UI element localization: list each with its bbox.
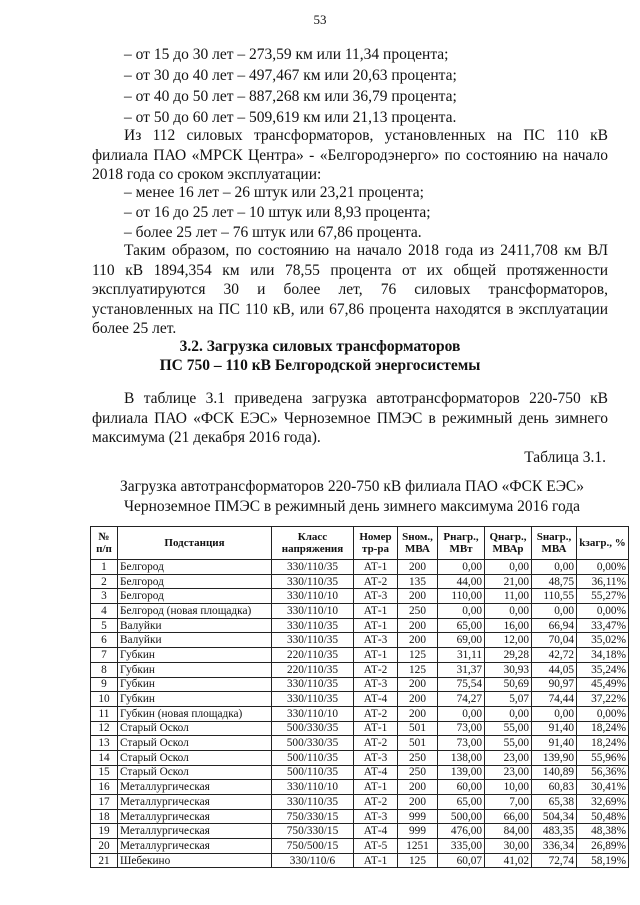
cell-substation: Старый Оскол (118, 721, 272, 736)
cell-s-load: 65,38 (532, 795, 577, 810)
cell-voltage-class: 330/110/35 (272, 677, 354, 692)
cell-q-load: 23,00 (485, 750, 532, 765)
cell-substation: Шебекино (118, 853, 272, 868)
table-row (91, 648, 629, 663)
cell-number: 13 (91, 736, 118, 751)
cell-unit-number: АТ-1 (354, 853, 398, 868)
cell-k-load: 18,24% (577, 721, 629, 736)
page-number: 53 (313, 12, 327, 27)
cell-p-load: 60,07 (438, 853, 485, 868)
cell-k-load: 56,36% (577, 765, 629, 780)
cell-unit-number: АТ-3 (354, 809, 398, 824)
table-caption (92, 477, 612, 517)
cell-k-load: 0,00% (577, 706, 629, 721)
cell-s-nominal: 250 (398, 750, 438, 765)
cell-s-nominal: 250 (398, 604, 438, 619)
cell-k-load: 34,18% (577, 648, 629, 663)
cell-s-nominal: 200 (398, 706, 438, 721)
cell-substation: Белгород (118, 574, 272, 589)
cell-unit-number: АТ-2 (354, 795, 398, 810)
cell-substation: Губкин (118, 648, 272, 663)
cell-number: 14 (91, 750, 118, 765)
cell-p-load: 65,00 (438, 618, 485, 633)
cell-unit-number: АТ-1 (354, 604, 398, 619)
cell-voltage-class: 330/110/35 (272, 618, 354, 633)
table-body (91, 560, 629, 868)
cell-p-load: 65,00 (438, 795, 485, 810)
cell-s-load: 110,55 (532, 589, 577, 604)
cell-k-load: 0,00% (577, 560, 629, 575)
cell-k-load: 36,11% (577, 574, 629, 589)
age-line-50-60: – от 50 до 60 лет – 509,619 км или 21,13 процента. (124, 109, 457, 126)
table-row (91, 560, 629, 575)
cell-q-load: 5,07 (485, 692, 532, 707)
cell-unit-number: АТ-1 (354, 618, 398, 633)
cell-voltage-class: 750/330/15 (272, 824, 354, 839)
cell-substation: Старый Оскол (118, 736, 272, 751)
cell-voltage-class: 330/110/35 (272, 633, 354, 648)
cell-s-load: 0,00 (532, 604, 577, 619)
cell-p-load: 75,54 (438, 677, 485, 692)
cell-substation: Белгород (118, 560, 272, 575)
cell-substation: Металлургическая (118, 809, 272, 824)
cell-number: 8 (91, 662, 118, 677)
cell-voltage-class: 330/110/6 (272, 853, 354, 868)
cell-unit-number: АТ-3 (354, 633, 398, 648)
cell-k-load: 0,00% (577, 604, 629, 619)
cell-s-load: 91,40 (532, 721, 577, 736)
cell-s-nominal: 200 (398, 692, 438, 707)
age-line-30-40: – от 30 до 40 лет – 497,467 км или 20,63 процента; (124, 67, 457, 84)
cell-substation: Валуйки (118, 633, 272, 648)
cell-number: 6 (91, 633, 118, 648)
cell-substation: Белгород (новая площадка) (118, 604, 272, 619)
cell-substation: Губкин (новая площадка) (118, 706, 272, 721)
table-reference: Таблица 3.1. (524, 449, 606, 466)
cell-unit-number: АТ-3 (354, 589, 398, 604)
cell-s-nominal: 250 (398, 765, 438, 780)
cell-voltage-class: 330/110/35 (272, 795, 354, 810)
age-line-15-30: – от 15 до 30 лет – 273,59 км или 11,34 процента; (124, 46, 449, 63)
cell-unit-number: АТ-1 (354, 560, 398, 575)
transformer-line-16-25: – от 16 до 25 лет – 10 штук или 8,93 процента; (124, 204, 431, 221)
cell-p-load: 44,00 (438, 574, 485, 589)
cell-k-load: 55,27% (577, 589, 629, 604)
transformer-line-over-25: – более 25 лет – 76 штук или 67,86 процента. (124, 224, 422, 241)
cell-s-load: 483,35 (532, 824, 577, 839)
cell-k-load: 26,89% (577, 839, 629, 854)
cell-s-nominal: 501 (398, 736, 438, 751)
cell-q-load: 29,28 (485, 648, 532, 663)
cell-unit-number: АТ-1 (354, 721, 398, 736)
cell-voltage-class: 500/330/35 (272, 736, 354, 751)
cell-substation: Валуйки (118, 618, 272, 633)
cell-s-load: 48,75 (532, 574, 577, 589)
table-row (91, 604, 629, 619)
cell-q-load: 30,93 (485, 662, 532, 677)
cell-voltage-class: 330/110/35 (272, 692, 354, 707)
table-row (91, 677, 629, 692)
cell-s-nominal: 200 (398, 795, 438, 810)
table-row (91, 618, 629, 633)
cell-s-load: 60,83 (532, 780, 577, 795)
header-k-load: kзагр., % (577, 527, 629, 560)
cell-unit-number: АТ-2 (354, 706, 398, 721)
cell-s-load: 91,40 (532, 736, 577, 751)
header-p-load: Рнагр., МВт (438, 527, 485, 560)
section-heading-line-1: 3.2. Загрузка силовых трансформаторов (179, 338, 461, 355)
header-substation: Подстанция (118, 527, 272, 560)
cell-substation: Металлургическая (118, 780, 272, 795)
cell-q-load: 55,00 (485, 721, 532, 736)
cell-p-load: 110,00 (438, 589, 485, 604)
cell-voltage-class: 330/110/10 (272, 706, 354, 721)
header-voltage-class: Класс напряжения (272, 527, 354, 560)
cell-number: 18 (91, 809, 118, 824)
table-row (91, 824, 629, 839)
cell-q-load: 16,00 (485, 618, 532, 633)
cell-k-load: 37,22% (577, 692, 629, 707)
paragraph-transformers: Из 112 силовых трансформаторов, установленных на ПС 110 кВ филиала ПАО «МРСК Центра» - «Белгородэнерго» по состоянию на начало 2018 года со сроком эксплуатации: (92, 127, 608, 184)
cell-p-load: 31,11 (438, 648, 485, 663)
cell-s-nominal: 1251 (398, 839, 438, 854)
cell-number: 19 (91, 824, 118, 839)
cell-s-load: 42,72 (532, 648, 577, 663)
caption-line-2: Черноземное ПМЭС в режимный день зимнего максимума 2016 года (123, 498, 581, 515)
load-table (90, 526, 629, 868)
cell-number: 1 (91, 560, 118, 575)
cell-substation: Белгород (118, 589, 272, 604)
cell-voltage-class: 750/500/15 (272, 839, 354, 854)
cell-k-load: 32,69% (577, 795, 629, 810)
cell-number: 5 (91, 618, 118, 633)
cell-k-load: 58,19% (577, 853, 629, 868)
cell-p-load: 73,00 (438, 736, 485, 751)
cell-s-nominal: 135 (398, 574, 438, 589)
cell-p-load: 60,00 (438, 780, 485, 795)
cell-p-load: 0,00 (438, 604, 485, 619)
cell-q-load: 7,00 (485, 795, 532, 810)
cell-q-load: 0,00 (485, 706, 532, 721)
cell-substation: Старый Оскол (118, 750, 272, 765)
cell-s-load: 336,34 (532, 839, 577, 854)
cell-p-load: 476,00 (438, 824, 485, 839)
cell-unit-number: АТ-4 (354, 692, 398, 707)
cell-substation: Металлургическая (118, 795, 272, 810)
cell-q-load: 0,00 (485, 604, 532, 619)
table-row (91, 706, 629, 721)
cell-s-nominal: 125 (398, 648, 438, 663)
cell-number: 10 (91, 692, 118, 707)
paragraph-table-intro: В таблице 3.1 приведена загрузка автотрансформаторов 220-750 кВ филиала ПАО «ФСК ЕЭС» Черноземное ПМЭС в режимный день зимнего максимума (21 декабря 2016 года). (92, 390, 608, 447)
table-row (91, 736, 629, 751)
cell-unit-number: АТ-3 (354, 750, 398, 765)
table-row (91, 589, 629, 604)
cell-q-load: 84,00 (485, 824, 532, 839)
cell-s-nominal: 999 (398, 809, 438, 824)
cell-unit-number: АТ-4 (354, 765, 398, 780)
cell-p-load: 335,00 (438, 839, 485, 854)
cell-q-load: 21,00 (485, 574, 532, 589)
cell-number: 11 (91, 706, 118, 721)
cell-q-load: 66,00 (485, 809, 532, 824)
cell-s-nominal: 999 (398, 824, 438, 839)
cell-unit-number: АТ-2 (354, 736, 398, 751)
header-s-load: Sнагр., МВА (532, 527, 577, 560)
table-row (91, 692, 629, 707)
cell-s-load: 66,94 (532, 618, 577, 633)
cell-unit-number: АТ-4 (354, 824, 398, 839)
table-row (91, 795, 629, 810)
cell-voltage-class: 750/330/15 (272, 809, 354, 824)
table-row (91, 780, 629, 795)
cell-number: 3 (91, 589, 118, 604)
cell-s-load: 139,90 (532, 750, 577, 765)
table-row (91, 721, 629, 736)
cell-substation: Старый Оскол (118, 765, 272, 780)
cell-number: 17 (91, 795, 118, 810)
cell-p-load: 139,00 (438, 765, 485, 780)
table-row (91, 809, 629, 824)
cell-k-load: 50,48% (577, 809, 629, 824)
cell-q-load: 12,00 (485, 633, 532, 648)
cell-number: 15 (91, 765, 118, 780)
cell-k-load: 18,24% (577, 736, 629, 751)
header-s-nominal: Sном., МВА (398, 527, 438, 560)
cell-q-load: 10,00 (485, 780, 532, 795)
cell-substation: Губкин (118, 677, 272, 692)
cell-s-nominal: 125 (398, 662, 438, 677)
cell-voltage-class: 330/110/35 (272, 574, 354, 589)
cell-s-nominal: 200 (398, 780, 438, 795)
cell-s-load: 140,89 (532, 765, 577, 780)
cell-q-load: 0,00 (485, 560, 532, 575)
cell-p-load: 31,37 (438, 662, 485, 677)
cell-s-nominal: 501 (398, 721, 438, 736)
cell-voltage-class: 330/110/10 (272, 604, 354, 619)
cell-s-nominal: 200 (398, 618, 438, 633)
cell-s-load: 504,34 (532, 809, 577, 824)
table-row (91, 662, 629, 677)
cell-s-nominal: 125 (398, 853, 438, 868)
cell-voltage-class: 220/110/35 (272, 662, 354, 677)
cell-number: 20 (91, 839, 118, 854)
cell-voltage-class: 500/330/35 (272, 721, 354, 736)
cell-number: 2 (91, 574, 118, 589)
cell-p-load: 73,00 (438, 721, 485, 736)
header-q-load: Qнагр., МВАр (485, 527, 532, 560)
table-row (91, 853, 629, 868)
cell-p-load: 69,00 (438, 633, 485, 648)
cell-voltage-class: 330/110/10 (272, 780, 354, 795)
cell-s-load: 74,44 (532, 692, 577, 707)
cell-unit-number: АТ-1 (354, 780, 398, 795)
cell-q-load: 55,00 (485, 736, 532, 751)
table-row (91, 633, 629, 648)
cell-s-nominal: 200 (398, 560, 438, 575)
cell-number: 12 (91, 721, 118, 736)
cell-s-load: 44,05 (532, 662, 577, 677)
age-line-40-50: – от 40 до 50 лет – 887,268 км или 36,79 процента; (124, 88, 457, 105)
cell-s-load: 0,00 (532, 706, 577, 721)
paragraph-summary: Таким образом, по состоянию на начало 2018 года из 2411,708 км ВЛ 110 кВ 1894,354 км или 78,55 процента от их общей протяженности эксплуатируются 30 и более лет, 76 силовых трансформаторов, установленных на ПС 110 кВ, или 67,86 процента находятся в эксплуатации более 25 лет. (92, 242, 608, 338)
cell-k-load: 33,47% (577, 618, 629, 633)
cell-p-load: 500,00 (438, 809, 485, 824)
cell-q-load: 50,69 (485, 677, 532, 692)
cell-unit-number: АТ-3 (354, 677, 398, 692)
cell-p-load: 74,27 (438, 692, 485, 707)
header-number: № п/п (91, 527, 118, 560)
cell-substation: Металлургическая (118, 824, 272, 839)
cell-s-nominal: 200 (398, 589, 438, 604)
table-row (91, 839, 629, 854)
cell-voltage-class: 330/110/35 (272, 560, 354, 575)
cell-k-load: 35,24% (577, 662, 629, 677)
caption-line-1: Загрузка автотрансформаторов 220-750 кВ филиала ПАО «ФСК ЕЭС» (119, 478, 585, 495)
cell-p-load: 0,00 (438, 706, 485, 721)
cell-s-load: 70,04 (532, 633, 577, 648)
cell-s-load: 90,97 (532, 677, 577, 692)
header-unit-number: Номер тр-ра (354, 527, 398, 560)
cell-p-load: 0,00 (438, 560, 485, 575)
cell-q-load: 41,02 (485, 853, 532, 868)
cell-number: 9 (91, 677, 118, 692)
cell-substation: Губкин (118, 662, 272, 677)
cell-number: 21 (91, 853, 118, 868)
cell-voltage-class: 330/110/10 (272, 589, 354, 604)
cell-voltage-class: 500/110/35 (272, 750, 354, 765)
cell-voltage-class: 500/110/35 (272, 765, 354, 780)
table-row (91, 765, 629, 780)
cell-p-load: 138,00 (438, 750, 485, 765)
cell-k-load: 48,38% (577, 824, 629, 839)
cell-q-load: 23,00 (485, 765, 532, 780)
cell-s-load: 0,00 (532, 560, 577, 575)
transformer-line-under-16: – менее 16 лет – 26 штук или 23,21 процента; (124, 184, 424, 201)
section-heading-line-2: ПС 750 – 110 кВ Белгородской энергосистемы (159, 357, 481, 374)
cell-number: 16 (91, 780, 118, 795)
cell-k-load: 30,41% (577, 780, 629, 795)
cell-unit-number: АТ-1 (354, 648, 398, 663)
cell-number: 7 (91, 648, 118, 663)
cell-unit-number: АТ-5 (354, 839, 398, 854)
cell-s-nominal: 200 (398, 633, 438, 648)
cell-k-load: 55,96% (577, 750, 629, 765)
cell-q-load: 30,00 (485, 839, 532, 854)
cell-substation: Металлургическая (118, 839, 272, 854)
cell-voltage-class: 220/110/35 (272, 648, 354, 663)
cell-k-load: 35,02% (577, 633, 629, 648)
cell-unit-number: АТ-2 (354, 574, 398, 589)
cell-substation: Губкин (118, 692, 272, 707)
table-row (91, 750, 629, 765)
cell-unit-number: АТ-2 (354, 662, 398, 677)
cell-q-load: 11,00 (485, 589, 532, 604)
cell-s-load: 72,74 (532, 853, 577, 868)
cell-s-nominal: 200 (398, 677, 438, 692)
cell-k-load: 45,49% (577, 677, 629, 692)
table-row (91, 574, 629, 589)
cell-number: 4 (91, 604, 118, 619)
table-header-row (91, 527, 629, 560)
